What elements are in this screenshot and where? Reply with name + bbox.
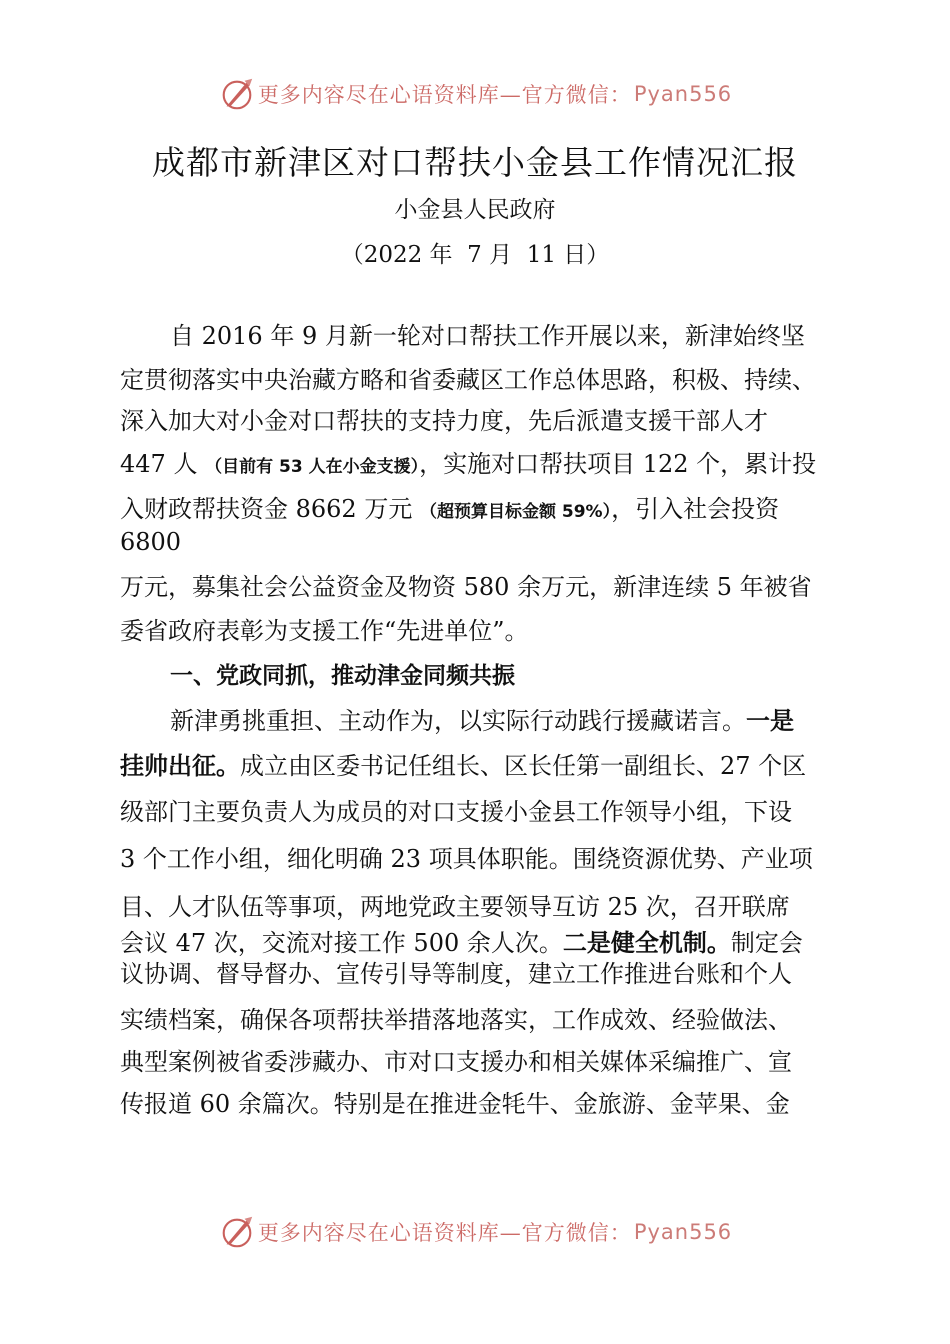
paragraph-line: 深入加大对小金对口帮扶的支持力度，先后派遣支援干部人才 <box>120 407 768 435</box>
emphasis-text: 一是 <box>746 707 794 735</box>
paragraph-line <box>120 493 779 528</box>
paragraph-line <box>120 927 803 959</box>
quill-logo-icon <box>218 75 256 113</box>
paragraph-line: 典型案例被省委涉藏办、市对口支援办和相关媒体采编推广、宣 <box>120 1048 792 1076</box>
paragraph-line: 3 个工作小组，细化明确 23 项具体职能。围绕资源优势、产业项 <box>120 845 813 873</box>
section-heading: 一、党政同抓，推动津金同频共振 <box>170 663 515 689</box>
paragraph-line: 传报道 60 余篇次。特别是在推进金牦牛、金旅游、金苹果、金 <box>120 1090 790 1118</box>
watermark-header <box>0 72 950 116</box>
paragraph-line: 委省政府表彰为支援工作“先进单位”。 <box>120 617 529 645</box>
quill-logo-icon <box>218 1213 256 1251</box>
document-title: 成都市新津区对口帮扶小金县工作情况汇报 <box>152 143 798 182</box>
emphasis-text: 二是健全机制。 <box>562 929 731 957</box>
text-run: 新津勇挑重担、主动作为，以实际行动践行援藏诺言。 <box>170 707 746 735</box>
paragraph-line: 6800 <box>120 528 182 556</box>
paragraph-line: 定贯彻落实中央治藏方略和省委藏区工作总体思路，积极、持续、 <box>120 366 816 394</box>
paragraph-line <box>170 705 794 737</box>
document-date: （2022 年 7 月 11 日） <box>340 242 610 268</box>
watermark-text: 更多内容尽在心语资料库—官方微信： <box>257 1221 632 1245</box>
paragraph-line: 万元，募集社会公益资金及物资 580 余万元，新津连续 5 年被省 <box>120 573 812 601</box>
paragraph-line: 自 2016 年 9 月新一轮对口帮扶工作开展以来，新津始终坚 <box>170 322 805 350</box>
paragraph-line: 议协调、督导督办、宣传引导等制度，建立工作推进台账和个人 <box>120 960 792 988</box>
watermark-text: 更多内容尽在心语资料库—官方微信： <box>257 83 632 107</box>
watermark-wechat-id: Pyan556 <box>633 1220 733 1244</box>
text-run: 会议 47 次，交流对接工作 500 余人次。 <box>120 929 563 957</box>
document-issuer: 小金县人民政府 <box>394 197 556 223</box>
watermark-wechat-id: Pyan556 <box>633 82 733 106</box>
parenthetical-note: （超预算目标金额 59%） <box>419 502 612 522</box>
paragraph-line: 级部门主要负责人为成员的对口支援小金县工作领导小组，下设 <box>120 798 792 826</box>
paragraph-line <box>120 448 816 483</box>
paragraph-line: 实绩档案，确保各项帮扶举措落地落实，工作成效、经验做法、 <box>120 1006 792 1034</box>
emphasis-text: 挂帅出征。 <box>120 752 240 780</box>
text-run: 447 人 <box>120 450 206 478</box>
text-run: 成立由区委书记任组长、区长任第一副组长、27 个区 <box>240 752 807 780</box>
text-run: ，引入社会投资 <box>611 495 780 523</box>
text-run: 制定会 <box>730 929 803 957</box>
paragraph-line <box>120 750 806 782</box>
text-run: 入财政帮扶资金 8662 万元 <box>120 495 420 523</box>
text-run: ，实施对口帮扶项目 122 个，累计投 <box>419 450 817 478</box>
watermark-footer <box>0 1210 950 1254</box>
parenthetical-note: （目前有 53 人在小金支援） <box>205 457 420 477</box>
paragraph-line: 目、人才队伍等事项，两地党政主要领导互访 25 次，召开联席 <box>120 893 790 921</box>
